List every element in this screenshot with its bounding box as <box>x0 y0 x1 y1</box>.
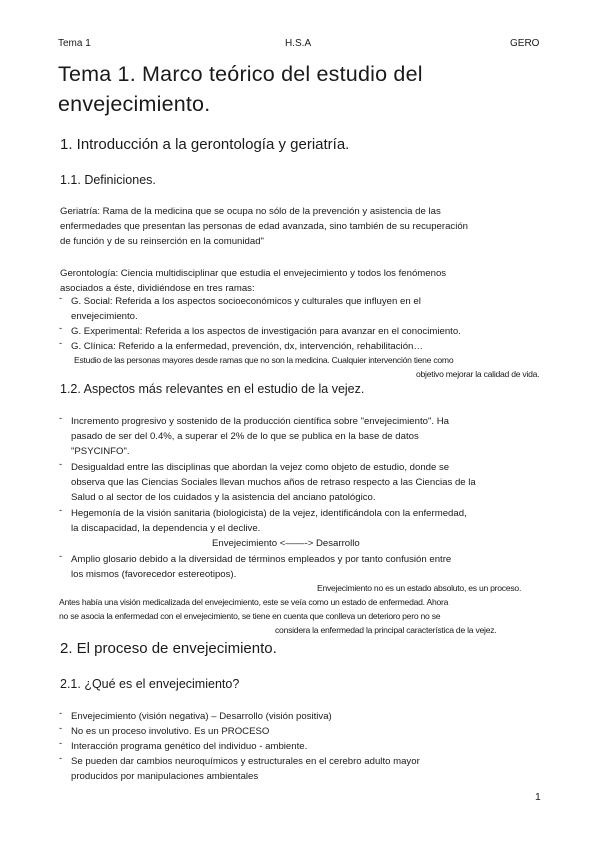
list-item: G. Clínica: Referido a la enfermedad, prevención, dx, intervención, rehabilitación… <box>71 341 423 352</box>
list-item <box>71 754 420 784</box>
gerontologia-definition <box>60 266 446 296</box>
list-item <box>71 506 467 536</box>
bullet-dash: - <box>59 293 63 304</box>
text-line: producidos por manipulaciones ambientales <box>71 771 259 782</box>
page-title-line: Tema 1. Marco teórico del estudio del <box>58 62 423 86</box>
list-item: No es un proceso involutivo. Es un PROCESO <box>71 726 270 737</box>
text-line: G. Social: Referida a los aspectos socioeconómicos y culturales que influyen en el <box>71 296 421 307</box>
list-item <box>71 552 451 582</box>
text-line: Geriatría: Rama de la medicina que se ocupa no sólo de la prevención y asistencia de las <box>60 206 441 217</box>
subsection-2-1-heading: 2.1. ¿Qué es el envejecimiento? <box>60 677 240 691</box>
text-line: los mismos (favorecedor estereotipos). <box>71 569 237 580</box>
text-line: Salud o al sector de los cuidados y la asistencia del anciano patológico. <box>71 492 376 503</box>
geriatria-definition <box>60 204 468 249</box>
page-title <box>58 59 423 119</box>
bullet-dash: - <box>59 323 63 334</box>
list-item: G. Experimental: Referida a los aspectos de investigación para avanzar en el conocimiento. <box>71 326 461 337</box>
handwritten-note: Antes había una visión medicalizada del envejecimiento, este se veía como un estado de enfermedad. Ahora <box>59 597 449 607</box>
text-line: Hegemonía de la visión sanitaria (biologicista) de la vejez, identificándola con la enfermedad, <box>71 508 467 519</box>
list-item <box>71 460 476 505</box>
handwritten-note: Estudio de las personas mayores desde ramas que no son la medicina. Cualquier intervención tiene como <box>74 355 454 365</box>
header-center: H.S.A <box>285 38 312 49</box>
text-line: envejecimiento. <box>71 311 138 322</box>
bullet-dash: - <box>59 413 63 424</box>
text-line: "PSYCINFO". <box>71 446 130 457</box>
list-item: Envejecimiento (visión negativa) – Desarrollo (visión positiva) <box>71 711 332 722</box>
text-line: Gerontología: Ciencia multidisciplinar que estudia el envejecimiento y todos los fenómenos <box>60 268 447 279</box>
handwritten-note: considera la enfermedad la principal característica de la vejez. <box>275 625 497 635</box>
text-line: la discapacidad, la dependencia y el declive. <box>71 523 261 534</box>
subsection-1-2-heading: 1.2. Aspectos más relevantes en el estudio de la vejez. <box>60 382 365 396</box>
text-line: asociados a éste, dividiéndose en tres ramas: <box>60 283 255 294</box>
bullet-dash: - <box>59 459 63 470</box>
section-2-heading: 2. El proceso de envejecimiento. <box>60 640 277 657</box>
list-item: Interacción programa genético del individuo - ambiente. <box>71 741 308 752</box>
list-item <box>71 414 449 459</box>
page-number: 1 <box>535 791 541 803</box>
section-1-heading: 1. Introducción a la gerontología y geriatría. <box>60 136 350 153</box>
bullet-dash: - <box>59 708 63 719</box>
bullet-dash: - <box>59 551 63 562</box>
header-left: Tema 1 <box>58 38 91 49</box>
text-line: Incremento progresivo y sostenido de la producción científica sobre "envejecimiento". Ha <box>71 416 449 427</box>
text-line: observa que las Ciencias Sociales llevan muchos años de retraso respecto a las Ciencias de la <box>71 477 476 488</box>
handwritten-note: no se asocia la enfermedad con el envejecimiento, se tiene en cuenta que conlleva un deterioro pero no se <box>59 611 441 621</box>
subsection-1-1-heading: 1.1. Definiciones. <box>60 173 156 187</box>
text-line: Amplio glosario debido a la diversidad de términos empleados y por tanto confusión entre <box>71 554 452 565</box>
text-line: de función y de su reinserción en la comunidad" <box>60 236 264 247</box>
header-right: GERO <box>510 38 540 49</box>
list-item <box>71 294 421 324</box>
bullet-dash: - <box>59 738 63 749</box>
page-title-line: envejecimiento. <box>58 92 211 116</box>
bullet-dash: - <box>59 505 63 516</box>
text-line: Se pueden dar cambios neuroquímicos y estructurales en el cerebro adulto mayor <box>71 756 420 767</box>
handwritten-note: Envejecimiento no es un estado absoluto, es un proceso. <box>317 583 522 593</box>
envejecimiento-desarrollo-note: Envejecimiento <——-> Desarrollo <box>212 538 360 549</box>
text-line: pasado de ser del 0.4%, a superar el 2% de lo que se publica en la base de datos <box>71 431 419 442</box>
text-line: Desigualdad entre las disciplinas que abordan la vejez como objeto de estudio, donde se <box>71 462 450 473</box>
text-line: enfermedades que presentan las personas de edad avanzada, sino también de su recuperación <box>60 221 469 232</box>
bullet-dash: - <box>59 338 63 349</box>
bullet-dash: - <box>59 723 63 734</box>
handwritten-note: objetivo mejorar la calidad de vida. <box>416 369 540 379</box>
bullet-dash: - <box>59 753 63 764</box>
